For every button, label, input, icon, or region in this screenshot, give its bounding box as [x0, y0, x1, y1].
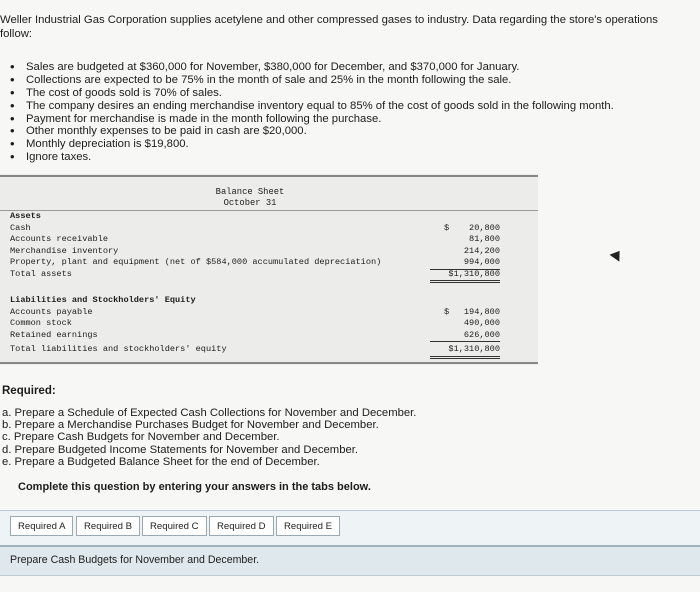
total-liab-value: $1,310,800: [430, 344, 500, 359]
balance-sheet-date: October 31: [223, 198, 277, 208]
list-item: • Ignore taxes.: [10, 151, 614, 164]
problem-intro: Weller Industrial Gas Corporation supplies acetylene and other compressed gases to industry. Data regarding the store's operations follow:: [0, 14, 658, 40]
asset-value-ar: 81,800: [469, 234, 500, 244]
list-item: • Sales are budgeted at $360,000 for November, $380,000 for December, and $370,000 for January.: [10, 61, 614, 74]
asset-label-inventory: Merchandise inventory: [10, 245, 119, 256]
liabilities-heading: Liabilities and Stockholders' Equity: [10, 295, 196, 305]
tab-required-c[interactable]: Required C: [142, 516, 207, 536]
tab-required-b[interactable]: Required B: [76, 516, 140, 536]
liab-label-retained-earnings: Retained earnings: [10, 329, 98, 340]
dollar-sign: $: [444, 222, 450, 233]
required-item: d. Prepare Budgeted Income Statements for November and December.: [2, 443, 359, 456]
tab-panel: [0, 545, 700, 576]
required-item: e. Prepare a Budgeted Balance Sheet for the end of December.: [2, 455, 320, 468]
required-list: [2, 407, 416, 468]
required-item: a. Prepare a Schedule of Expected Cash Collections for November and December.: [2, 407, 417, 419]
asset-value-ppe: 994,000: [430, 257, 500, 270]
balance-sheet-title: Balance Sheet: [215, 187, 285, 197]
list-item: • The cost of goods sold is 70% of sales.: [10, 87, 614, 100]
balance-sheet: [0, 174, 538, 365]
list-item: • Other monthly expenses to be paid in cash are $20,000.: [10, 125, 614, 138]
tab-panel-text: Prepare Cash Budgets for November and December.: [10, 554, 260, 566]
required-item: c. Prepare Cash Budgets for November and December.: [2, 431, 280, 444]
list-item: • Payment for merchandise is made in the month following the purchase.: [10, 113, 614, 126]
tab-required-d[interactable]: Required D: [209, 516, 274, 536]
assets-heading: Assets: [10, 211, 41, 221]
dollar-sign: $: [444, 306, 450, 317]
liab-label-common-stock: Common stock: [10, 318, 72, 328]
liab-label-ap: Accounts payable: [10, 306, 93, 317]
tab-required-e[interactable]: Required E: [276, 516, 340, 536]
list-item: • Collections are expected to be 75% in the month of sale and 25% in the month following the sale.: [10, 74, 614, 87]
list-item: • The company desires an ending merchandise inventory equal to 85% of the cost of goods sold in the following month.: [10, 100, 614, 113]
mouse-cursor-icon: [610, 247, 625, 261]
required-item: b. Prepare a Merchandise Purchases Budget for November and December.: [2, 419, 379, 432]
liab-value-retained-earnings: 626,000: [430, 330, 500, 343]
instruction-text: Complete this question by entering your answers in the tabs below.: [18, 481, 371, 493]
asset-label-cash: Cash: [10, 222, 31, 233]
asset-value-cash: 20,800: [469, 222, 500, 233]
total-assets-value: $1,310,800: [430, 269, 500, 284]
total-assets-label: Total assets: [10, 268, 72, 279]
total-liab-label: Total liabilities and stockholders' equity: [10, 344, 227, 354]
asset-label-ppe: Property, plant and equipment (net of $584,000 accumulated depreciation): [10, 257, 382, 267]
liab-value-common-stock: 490,000: [463, 318, 500, 328]
tab-required-a[interactable]: Required A: [10, 516, 73, 536]
required-heading: Required:: [2, 385, 56, 397]
asset-label-ar: Accounts receivable: [10, 234, 108, 244]
liab-value-ap: 194,800: [463, 306, 500, 317]
asset-value-inventory: 214,200: [463, 245, 500, 256]
list-item: • Monthly depreciation is $19,800.: [10, 138, 614, 151]
facts-list: [10, 61, 614, 164]
